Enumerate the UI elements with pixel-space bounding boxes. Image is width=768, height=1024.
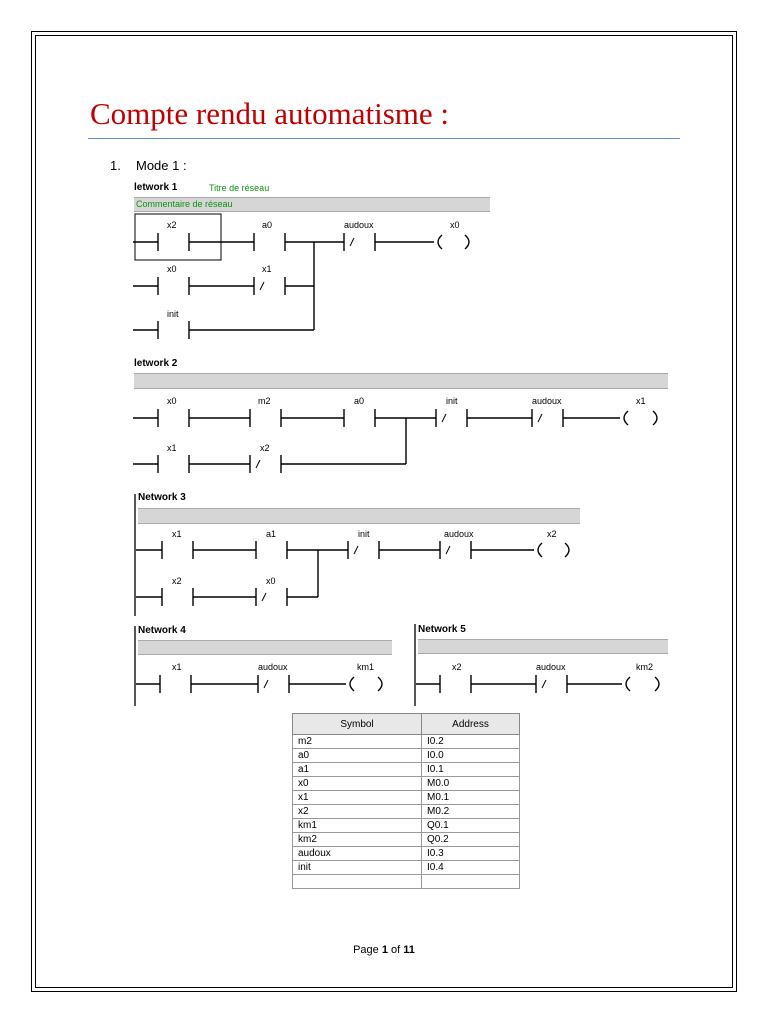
network-1-subtitle: Titre de réseau xyxy=(209,183,270,193)
network-1-coil-x0: x0 xyxy=(450,220,460,230)
address-column-header: Address xyxy=(422,714,520,735)
network-2-contact-audoux: audoux xyxy=(532,396,562,406)
network-1-contact-x0: x0 xyxy=(167,264,177,274)
table-row xyxy=(293,847,520,861)
symbol-cell: audoux xyxy=(293,847,422,861)
list-number: 1. xyxy=(110,158,121,173)
network-1-contact-x2: x2 xyxy=(167,220,177,230)
table-row xyxy=(293,805,520,819)
table-row xyxy=(293,819,520,833)
network-3-contact-x2: x2 xyxy=(172,576,182,586)
address-cell: Q0.2 xyxy=(422,833,520,847)
network-2-contact-x1: x1 xyxy=(167,443,177,453)
symbol-cell xyxy=(293,875,422,889)
network-2-title: letwork 2 xyxy=(134,358,178,369)
network-3-contact-init: init xyxy=(358,529,370,539)
address-cell xyxy=(422,875,520,889)
network-1-comment: Commentaire de réseau xyxy=(136,199,233,209)
address-cell: I0.4 xyxy=(422,861,520,875)
symbol-column-header: Symbol xyxy=(293,714,422,735)
network-3-contact-x1: x1 xyxy=(172,529,182,539)
network-1-title: letwork 1 xyxy=(134,182,178,193)
address-cell: Q0.1 xyxy=(422,819,520,833)
network-2-coil-x1: x1 xyxy=(636,396,646,406)
symbol-cell: km2 xyxy=(293,833,422,847)
table-row xyxy=(293,777,520,791)
address-cell: I0.3 xyxy=(422,847,520,861)
network-1-contact-a0: a0 xyxy=(262,220,273,230)
network-5-contact-x2: x2 xyxy=(452,662,462,672)
document-title: Compte rendu automatisme : xyxy=(90,96,450,131)
network-2-contact-m2: m2 xyxy=(258,396,271,406)
network-3-contact-x0: x0 xyxy=(266,576,276,586)
footer-page-total: 11 xyxy=(403,944,415,956)
address-cell: M0.2 xyxy=(422,805,520,819)
footer-page-number: 1 xyxy=(381,944,388,956)
page-footer xyxy=(0,944,768,956)
network-2-contact-x0: x0 xyxy=(167,396,177,406)
network-5-contact-audoux: audoux xyxy=(536,662,566,672)
table-row xyxy=(293,861,520,875)
address-cell: I0.0 xyxy=(422,749,520,763)
address-cell: M0.0 xyxy=(422,777,520,791)
symbol-cell: x2 xyxy=(293,805,422,819)
list-text: Mode 1 : xyxy=(136,158,187,173)
network-4-coil-km1: km1 xyxy=(357,662,375,672)
footer-prefix: Page xyxy=(353,944,382,956)
address-cell: M0.1 xyxy=(422,791,520,805)
network-4-title: Network 4 xyxy=(138,625,186,636)
network-2-contact-x2: x2 xyxy=(260,443,270,453)
symbol-cell: km1 xyxy=(293,819,422,833)
network-1-contact-init: init xyxy=(167,309,179,319)
network-4-contact-x1: x1 xyxy=(172,662,182,672)
network-5-title: Network 5 xyxy=(418,624,466,635)
symbol-cell: x0 xyxy=(293,777,422,791)
footer-middle: of xyxy=(387,944,404,956)
symbol-table-header xyxy=(293,714,520,735)
network-3-coil-x2: x2 xyxy=(547,529,557,539)
network-3-contact-audoux: audoux xyxy=(444,529,474,539)
table-row xyxy=(293,763,520,777)
network-1-contact-audoux: audoux xyxy=(344,220,374,230)
network-3-title: Network 3 xyxy=(138,492,186,503)
symbol-cell: m2 xyxy=(293,735,422,749)
network-2-contact-a0: a0 xyxy=(354,396,365,406)
network-4-contact-audoux: audoux xyxy=(258,662,288,672)
symbol-cell: x1 xyxy=(293,791,422,805)
network-5-coil-km2: km2 xyxy=(636,662,654,672)
symbol-cell: a0 xyxy=(293,749,422,763)
network-3-contact-a1: a1 xyxy=(266,529,277,539)
address-cell: I0.2 xyxy=(422,735,520,749)
network-1-contact-x1: x1 xyxy=(262,264,272,274)
table-row xyxy=(293,735,520,749)
network-2-contact-init: init xyxy=(446,396,458,406)
table-row xyxy=(293,791,520,805)
symbol-table xyxy=(292,713,520,889)
symbol-cell: a1 xyxy=(293,763,422,777)
address-cell: I0.1 xyxy=(422,763,520,777)
symbol-cell: init xyxy=(293,861,422,875)
table-row xyxy=(293,833,520,847)
table-row xyxy=(293,749,520,763)
table-row xyxy=(293,875,520,889)
